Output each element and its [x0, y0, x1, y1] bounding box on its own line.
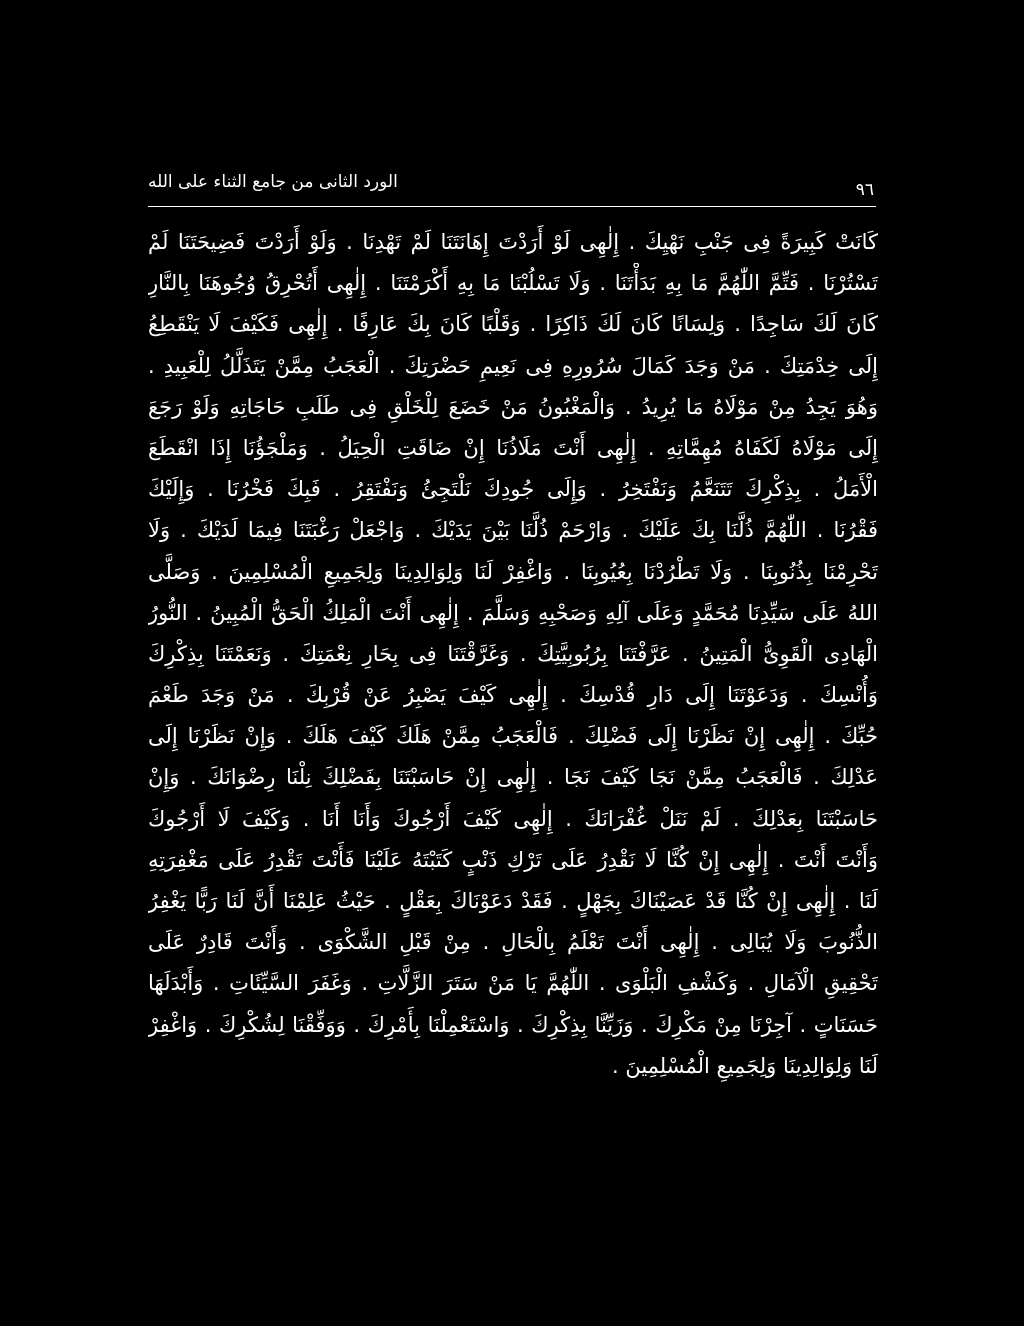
text-line: الذُّنُوبَ وَلَا يُبَالِى . إِلٰهِى أَنْتَ تَعْلَمُ بِالْحَالِ . مِنْ قَبْلِ الشَّكْوَى . وَأَنْتَ قَادِرٌ عَلَى: [148, 930, 878, 955]
text-line: وَأُنْسِكَ . وَدَعَوْتَنَا إِلَى دَارِ قُدْسِكَ . إِلٰهِى كَيْفَ يَصْبِرُ عَنْ قُرْبِكَ . مَنْ وَجَدَ طَعْمَ: [148, 683, 878, 708]
text-line: تَحْقِيقِ الْآمَالِ . وَكَشْفِ الْبَلْوَى . اللّٰهُمَّ يَا مَنْ سَتَرَ الزَّلَّاتِ . وَغَفَرَ السَّيِّئَاتِ . وَأَبْدَلَهَا: [148, 971, 878, 996]
text-line: فَقْرُنَا . اللّٰهُمَّ ذُلَّنَا بِكَ عَلَيْكَ . وَارْحَمْ ذُلَّنَا بَيْنَ يَدَيْكَ . وَاجْعَلْ رَغْبَتَنَا فِيمَا لَدَيْكَ . وَلَا: [148, 518, 878, 543]
text-line: إِلَى خِدْمَتِكَ . مَنْ وَجَدَ كَمَالَ سُرُورِهِ فِى نَعِيمِ حَضْرَتِكَ . الْعَجَبُ مِمَّنْ يَتَذَلَّلُ لِلْعَبِيدِ .: [148, 353, 878, 378]
text-line: إِلَى مَوْلَاهُ لَكَفَاهُ مُهِمَّاتِهِ . إِلٰهِى أَنْتَ مَلَاذُنَا إِنْ ضَاقَتِ الْحِيَلُ . وَمَلْجَؤُنَا إِذَا انْقَطَعَ: [148, 435, 878, 460]
text-line: الْهَادِى الْقَوِىُّ الْمَتِينُ . عَرَّفْتَنَا بِرُبُوبِيَّتِكَ . وَغَرَّقْتَنَا فِى بِحَارِ نِعْمَتِكَ . وَنَعَمْتَنَا بِذِكْرِكَ: [148, 641, 878, 666]
text-line-last: لَنَا وَلِوَالِدِينَا وَلِجَمِيعِ الْمُسْلِمِينَ .: [611, 1053, 878, 1078]
text-line: لَنَا . إِلٰهِى إِنْ كُنَّا قَدْ عَصَيْنَاكَ بِجَهْلٍ . فَقَدْ دَعَوْنَاكَ بِعَقْلٍ . حَيْثُ عَلِمْنَا أَنَّ لَنَا رَبًّا يَغْفِرُ: [148, 889, 878, 913]
text-line: تَحْرِمْنَا بِذُنُوبِنَا . وَلَا تَطْرُدْنَا بِعُيُوبِنَا . وَاغْفِرْ لَنَا وَلِوَالِدِينَا وَلِجَمِيعِ الْمُسْلِمِينَ . وَصَلَّى: [148, 559, 878, 584]
text-line: تَسْتُرْنَا . فَتِّمَّ اللّٰهُمَّ مَا بِهِ بَدَأْتَنَا . وَلَا تَسْلُبْنَا مَا بِهِ أَكْرَمْتَنَا . إِلٰهِى أَتُحْرِقُ وُجُوهَنَا بِالنَّارِ: [148, 271, 878, 296]
header-divider: [148, 206, 876, 207]
page-number: ٩٦: [855, 180, 874, 200]
text-line: كَانَ لَكَ سَاجِدًا . وَلِسَانًا كَانَ لَكَ ذَاكِرًا . وَقَلْبًا كَانَ بِكَ عَارِفًا . إِلٰهِى فَكَيْفَ لَا يَنْقَطِعُ: [148, 312, 878, 337]
text-line: اللهُ عَلَى سَيِّدِنَا مُحَمَّدٍ وَعَلَى آلِهِ وَصَحْبِهِ وَسَلَّمَ . إِلٰهِى أَنْتَ الْمَلِكُ الْحَقُّ الْمُبِينُ . النُّورُ: [148, 600, 878, 625]
text-line: وَهُوَ يَجِدُ مِنْ مَوْلَاهُ مَا يُرِيدُ . وَالْمَغْبُونُ مَنْ خَضَعَ لِلْخَلْقِ فِى طَلَبِ حَاجَاتِهِ وَلَوْ رَجَعَ: [148, 394, 878, 419]
text-line: الْأَمَلُ . بِذِكْرِكَ تَتَنَعَّمُ وَنَفْتَخِرُ . وَإِلَى جُودِكَ نَلْتَجِئُ وَنَفْتَقِرُ . فَبِكَ فَخْرُنَا . وَإِلَيْكَ: [148, 477, 878, 502]
text-line: حُبِّكَ . إِلٰهِى إِنْ نَظَرْنَا إِلَى فَضْلِكَ . فَالْعَجَبُ مِمَّنْ هَلَكَ كَيْفَ هَلَكَ . وَإِنْ نَظَرْنَا إِلَى: [148, 724, 878, 749]
text-line: حَسَنَاتٍ . آجِرْنَا مِنْ مَكْرِكَ . وَزَيِّنَّا بِذِكْرِكَ . وَاسْتَعْمِلْنَا بِأَمْرِكَ . وَوَفِّقْنَا لِشُكْرِكَ . وَاغْفِرْ: [148, 1012, 878, 1037]
text-line: حَاسَبْتَنَا بِعَدْلِكَ . لَمْ نَنَلْ غُفْرَانَكَ . إِلٰهِى كَيْفَ أَرْجُوكَ وَأَنَا أَنَا . وَكَيْفَ لَا أَرْجُوكَ: [148, 806, 878, 831]
text-line: كَانَتْ كَبِيرَةً فِى جَنْبِ نَهْيِكَ . إِلٰهِى لَوْ أَرَدْتَ إِهَانَتَنَا لَمْ تَهْدِنَا . وَلَوْ أَرَدْتَ فَضِيحَتَنَا لَمْ: [148, 230, 878, 254]
running-header: [148, 168, 878, 202]
text-line: وَأَنْتَ أَنْتَ . إِلٰهِى إِنْ كُنَّا لَا نَقْدِرُ عَلَى تَرْكِ ذَنْبٍ كَتَبْتَهُ عَلَيْنَا فَأَنْتَ تَقْدِرُ عَلَى مَغْفِرَتِهِ: [148, 847, 878, 872]
body-text: [148, 222, 878, 1087]
text-line: عَدْلِكَ . فَالْعَجَبُ مِمَّنْ نَجَا كَيْفَ نَجَا . إِلٰهِى إِنْ حَاسَبْتَنَا بِفَضْلِكَ نِلْنَا رِضْوَانَكَ . وَإِنْ: [148, 765, 878, 790]
running-header-title: الورد الثانى من جامع الثناء على الله: [148, 172, 398, 192]
